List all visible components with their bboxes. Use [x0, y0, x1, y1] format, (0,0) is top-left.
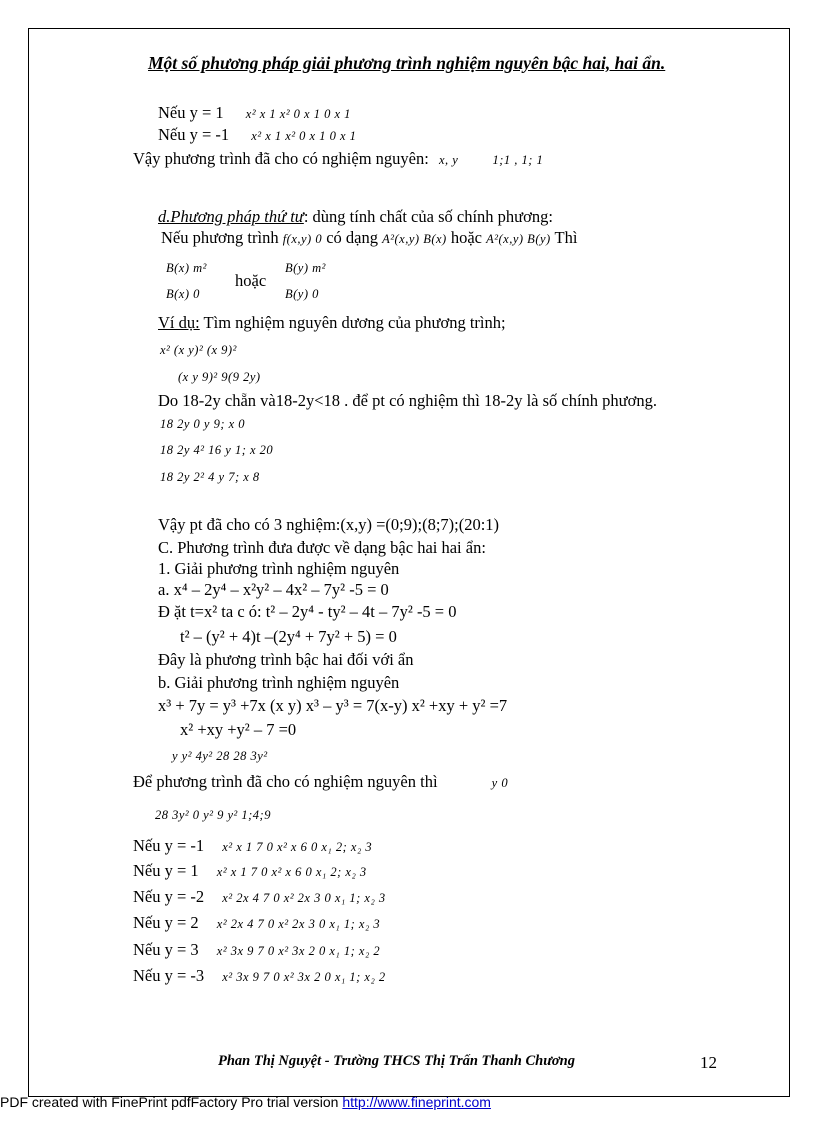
case-18-4: 18 2y 2² 4 y 7; x 8	[160, 470, 260, 484]
method-d-title	[158, 207, 553, 227]
condition-text: Để phương trình đã cho có nghiệm nguyên thì	[133, 772, 438, 791]
problem-1b: b. Giải phương trình nghiệm nguyên	[158, 673, 400, 692]
conclusion-math: x, y	[438, 153, 459, 167]
y-values: 28 3y² 0 y² 9 y² 1;4;9	[155, 808, 271, 822]
substitution: Đ ặt t=x² ta c ó: t² – 2y⁴ - ty² – 4t – 7y² -5 = 0	[158, 602, 457, 621]
example-reasoning: Do 18-2y chẵn và18-2y<18 . để pt có nghiệm thì 18-2y là số chính phương.	[158, 391, 657, 410]
discriminant: y y² 4y² 28 28 3y²	[172, 749, 268, 763]
case-label: Nếu y = 1	[133, 861, 199, 880]
page-header: Một số phương pháp giải phương trình nghiệm nguyên bậc hai, hai ẩn.	[148, 53, 666, 73]
integer-condition	[133, 772, 508, 793]
case-label: Nếu y = 3	[133, 940, 199, 959]
method-d-statement	[161, 228, 577, 249]
statement-text: có dạng	[326, 228, 379, 247]
case-math: x² x 1 7 0 x² x 6 0 x₁ 2; x₂ 3	[222, 840, 373, 854]
example-transformed: (x y 9)² 9(9 2y)	[178, 370, 261, 384]
case-label: Nếu y = -1	[158, 125, 230, 144]
system-right-2: B(y) 0	[285, 287, 319, 301]
quadratic-note: Đây là phương trình bậc hai đối với ẩn	[158, 650, 414, 669]
case-y-minus-3	[133, 966, 386, 987]
pdf-watermark	[0, 1094, 491, 1110]
example-text: Tìm nghiệm nguyên dương của phương trình;	[199, 313, 506, 332]
case-math: x² x 1 x² 0 x 1 0 x 1	[251, 129, 357, 143]
case-18-16: 18 2y 4² 16 y 1; x 20	[160, 443, 274, 457]
case-18-0: 18 2y 0 y 9; x 0	[160, 417, 246, 431]
system-left-1: B(x) m²	[166, 261, 207, 275]
problem-1a: a. x⁴ – 2y⁴ – x²y² – 4x² – 7y² -5 = 0	[158, 580, 389, 599]
case-y-3	[133, 940, 380, 961]
page-number: 12	[700, 1053, 717, 1072]
conclusion-1	[133, 149, 543, 170]
condition-math: y 0	[491, 776, 509, 790]
system-left-2: B(x) 0	[166, 287, 200, 301]
fineprint-link[interactable]: http://www.fineprint.com	[342, 1094, 491, 1110]
case-y-minus-2	[133, 887, 386, 908]
case-math: x² 2x 4 7 0 x² 2x 3 0 x₁ 1; x₂ 3	[216, 917, 381, 931]
example-conclusion: Vậy pt đã cho có 3 nghiệm:(x,y) =(0;9);(8;7);(20:1)	[158, 515, 500, 534]
system-right-1: B(y) m²	[285, 261, 326, 275]
case-math: x² x 1 7 0 x² x 6 0 x₁ 2; x₂ 3	[216, 865, 367, 879]
case-y-minus-1-b	[133, 836, 372, 857]
case-label: Nếu y = -3	[133, 966, 205, 985]
case-label: Nếu y = 1	[158, 103, 224, 122]
case-y-2	[133, 913, 380, 934]
statement-math: f(x,y) 0	[282, 232, 323, 246]
conclusion-text: Vậy phương trình đã cho có nghiệm nguyên:	[133, 149, 429, 168]
case-y-minus-1	[158, 125, 356, 146]
conclusion-values: 1;1 , 1; 1	[492, 153, 544, 167]
problem-1: 1. Giải phương trình nghiệm nguyên	[158, 559, 400, 578]
case-label: Nếu y = 2	[133, 913, 199, 932]
problem-1b-equation: x² +xy +y² – 7 =0	[180, 720, 297, 739]
page-border	[28, 28, 790, 1097]
case-y-1-b	[133, 861, 367, 882]
footer-author: Phan Thị Nguyệt - Trường THCS Thị Trấn Thanh Chương	[218, 1053, 575, 1069]
statement-text: Thì	[554, 228, 578, 247]
problem-1b-transform: x³ + 7y = y³ +7x (x y) x³ – y³ = 7(x-y) x² +xy + y² =7	[158, 696, 508, 715]
example-heading	[158, 313, 506, 333]
statement-math: A²(x,y) B(x)	[382, 232, 447, 246]
case-label: Nếu y = -2	[133, 887, 205, 906]
case-y-1	[158, 103, 351, 124]
statement-text: hoặc	[450, 228, 482, 247]
case-math: x² 3x 9 7 0 x² 3x 2 0 x₁ 1; x₂ 2	[222, 970, 386, 984]
system-or: hoặc	[235, 271, 267, 290]
case-math: x² 2x 4 7 0 x² 2x 3 0 x₁ 1; x₂ 3	[222, 891, 386, 905]
method-d-description: : dùng tính chất của số chính phương:	[303, 207, 553, 226]
statement-math: A²(x,y) B(y)	[486, 232, 551, 246]
example-equation: x² (x y)² (x 9)²	[160, 343, 237, 357]
case-math: x² 3x 9 7 0 x² 3x 2 0 x₁ 1; x₂ 2	[216, 944, 381, 958]
pdf-watermark-text: PDF created with FinePrint pdfFactory Pro trial version	[0, 1094, 343, 1110]
section-c-heading: C. Phương trình đưa được về dạng bậc hai hai ẩn:	[158, 538, 486, 557]
case-math: x² x 1 x² 0 x 1 0 x 1	[245, 107, 351, 121]
case-label: Nếu y = -1	[133, 836, 205, 855]
statement-text: Nếu phương trình	[161, 228, 279, 247]
quadratic-in-t: t² – (y² + 4)t –(2y⁴ + 7y² + 5) = 0	[180, 627, 397, 646]
example-label: Ví dụ:	[158, 313, 200, 332]
method-d-heading: d.Phương pháp thứ tư	[158, 207, 304, 226]
